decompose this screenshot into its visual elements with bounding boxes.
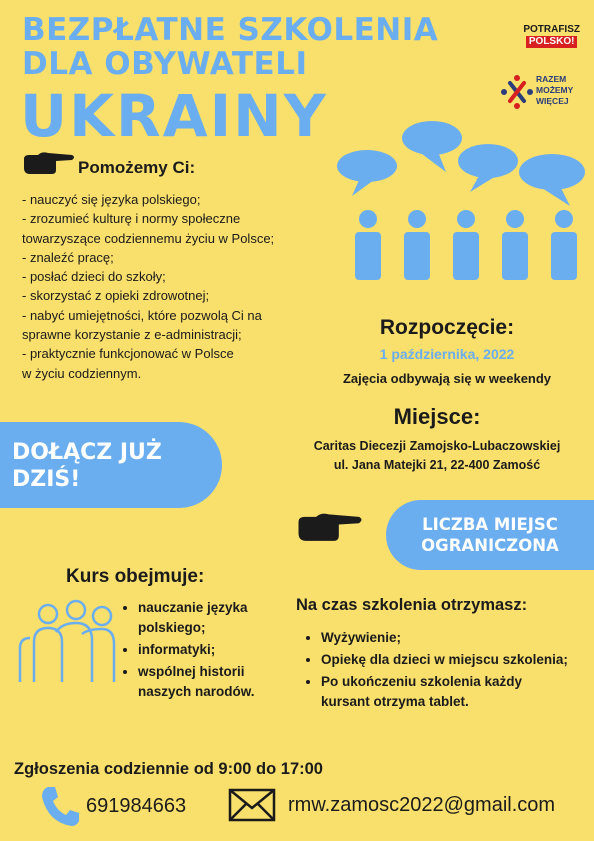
help-item: - znaleźć pracę; bbox=[22, 249, 114, 265]
place-line-2: ul. Jana Matejki 21, 22-400 Zamość bbox=[333, 458, 541, 472]
people-speech-illustration bbox=[330, 112, 592, 280]
help-item: - posłać dzieci do szkoły; bbox=[22, 269, 166, 285]
course-item: • wspólnej historii naszych narodów. bbox=[138, 662, 290, 702]
start-note: Zajęcia odbywają się w weekendy bbox=[342, 371, 552, 386]
logo-razem: RAZEM bbox=[536, 74, 567, 84]
place-heading: Miejsce: bbox=[393, 404, 481, 429]
help-item: - nauczyć się języka polskiego; bbox=[22, 192, 201, 207]
help-item: w życiu codziennym. bbox=[22, 365, 142, 381]
limited-line-1: LICZBA MIEJSC bbox=[422, 515, 558, 534]
title-line-1: BEZPŁATNE SZKOLENIA bbox=[22, 12, 439, 48]
course-heading: Kurs obejmuje: bbox=[66, 566, 205, 587]
logo-wiecej: WIĘCEJ bbox=[536, 96, 569, 106]
benefit-item: • Opiekę dla dzieci w miejscu szkolenia; bbox=[321, 650, 571, 670]
phone-icon bbox=[40, 785, 80, 827]
start-heading: Rozpoczęcie: bbox=[379, 316, 515, 339]
help-heading: Pomożemy Ci: bbox=[78, 158, 196, 177]
logo-mozemy: MOŻEMY bbox=[536, 85, 574, 95]
pointing-hand-icon-2 bbox=[296, 508, 364, 546]
start-section bbox=[300, 316, 594, 386]
benefits-list bbox=[303, 628, 571, 714]
join-line-2: DZIŚ! bbox=[12, 467, 81, 492]
pointing-hand-icon bbox=[22, 150, 76, 176]
people-circle-icon bbox=[500, 74, 534, 110]
logo-text-2: POLSKO! bbox=[526, 36, 578, 48]
envelope-icon bbox=[228, 788, 276, 822]
help-item: towarzyszące codziennemu życiu w Polsce; bbox=[22, 230, 275, 246]
course-item: • nauczanie języka polskiego; bbox=[138, 598, 290, 638]
help-item: - skorzystać z opieki zdrowotnej; bbox=[22, 288, 210, 304]
start-date: 1 października, 2022 bbox=[379, 346, 515, 362]
title-line-2: DLA OBYWATELI bbox=[22, 46, 308, 82]
help-item: - nabyć umiejętności, które pozwolą Ci na bbox=[22, 307, 262, 323]
course-item: • informatyki; bbox=[138, 640, 290, 660]
phone-number[interactable]: 691984663 bbox=[86, 795, 187, 817]
email-address[interactable]: rmw.zamosc2022@gmail.com bbox=[288, 794, 556, 816]
razem-mozemy-wiecej-logo bbox=[500, 74, 590, 114]
benefits-heading: Na czas szkolenia otrzymasz: bbox=[296, 596, 528, 614]
benefit-item: • Wyżywienie; bbox=[321, 628, 571, 648]
join-today-banner bbox=[0, 422, 222, 508]
limited-places-banner bbox=[386, 500, 594, 570]
benefit-item: • Po ukończeniu szkolenia każdy kursant otrzyma tablet. bbox=[321, 672, 571, 712]
logo-text-1: POTRAFISZ bbox=[523, 24, 580, 35]
group-people-icon bbox=[16, 598, 124, 682]
place-section bbox=[280, 404, 594, 472]
application-hours: Zgłoszenia codziennie od 9:00 do 17:00 bbox=[14, 760, 323, 778]
course-list bbox=[120, 598, 290, 704]
title-line-3: UKRAINY bbox=[20, 82, 328, 150]
help-item: - praktycznie funkcjonować w Polsce bbox=[22, 346, 234, 362]
help-item: sprawne korzystanie z e-administracji; bbox=[22, 327, 242, 343]
join-line-1: DOŁĄCZ JUŻ bbox=[12, 440, 162, 465]
place-line-1: Caritas Diecezji Zamojsko-Lubaczowskiej bbox=[313, 439, 561, 453]
potrafisz-polsko-logo bbox=[523, 24, 580, 48]
limited-line-2: OGRANICZONA bbox=[421, 536, 559, 555]
people-row bbox=[355, 210, 577, 280]
help-item: - zrozumieć kulturę i normy społeczne bbox=[22, 211, 241, 227]
